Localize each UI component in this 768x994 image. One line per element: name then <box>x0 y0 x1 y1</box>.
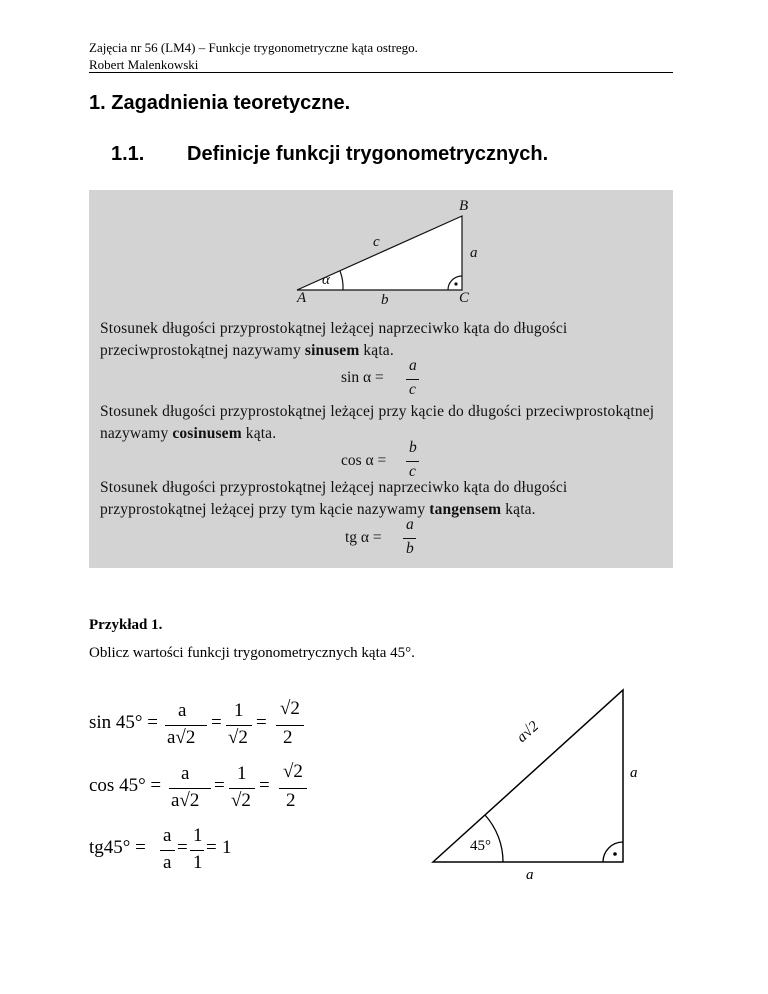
subsection-number: 1.1. <box>111 143 145 165</box>
vertex-a-label: A <box>297 290 307 306</box>
example-title: Przykład 1. <box>89 617 163 633</box>
tg45-frac1-num: a <box>163 825 172 846</box>
sin45-frac3-num: √2 <box>280 698 300 719</box>
sin45-frac2-num: 1 <box>234 700 244 721</box>
vertex-b-label: B <box>459 198 469 214</box>
sin-numerator: a <box>409 357 417 374</box>
sin-denominator: c <box>409 381 416 398</box>
cos45-eq2: = <box>259 775 270 796</box>
header-course-line: Zajęcia nr 56 (LM4) – Funkcje trygonometryczne kąta ostrego. <box>89 40 418 55</box>
cos-numerator: b <box>409 439 417 456</box>
right-angle-arc-45 <box>603 842 623 862</box>
cos45-frac3-num: √2 <box>283 761 303 782</box>
cosinus-term: cosinusem <box>172 425 242 442</box>
section-heading: 1. Zagadnienia teoretyczne. <box>89 92 351 114</box>
tg45-lhs: tg45° = <box>89 837 146 858</box>
cos45-frac1-num: a <box>181 763 190 784</box>
tangens-definition: Stosunek długości przyprostokątnej leżącej naprzeciwko kąta do długości przyprostokątnej leżącej przy tym kącie nazywamy tangensem kąta. <box>100 479 568 518</box>
hypotenuse-label: a√2 <box>514 718 542 746</box>
sin45-frac1-num: a <box>178 700 187 721</box>
tg-denominator: b <box>406 540 414 557</box>
cos45-frac1-den: a√2 <box>171 790 200 811</box>
tg45-eq1: = <box>177 837 188 858</box>
cos45-frac3-den: 2 <box>286 790 296 811</box>
tg45-frac2-num: 1 <box>193 825 203 846</box>
tg45-result: 1 <box>222 837 232 858</box>
side-c-label: c <box>373 234 380 250</box>
cos45-lhs: cos 45° = <box>89 775 162 796</box>
tg45-frac1-den: a <box>163 852 172 873</box>
sinus-definition: Stosunek długości przyprostokątnej leżącej naprzeciwko kąta do długości przeciwprostokątnej nazywamy sinusem kąta. <box>100 320 568 359</box>
cos-denominator: c <box>409 463 416 480</box>
vertical-side-label: a <box>630 765 638 781</box>
cos45-frac2-num: 1 <box>237 763 247 784</box>
cosinus-definition: Stosunek długości przyprostokątnej leżącej przy kącie do długości przeciwprostokątnej nazywamy cosinusem kąta. <box>100 403 655 442</box>
angle-45-label: 45° <box>470 838 491 854</box>
sin45-eq2: = <box>256 712 267 733</box>
sin45-lhs: sin 45° = <box>89 712 158 733</box>
header-author: Robert Malenkowski <box>89 57 199 72</box>
example-task: Oblicz wartości funkcji trygonometrycznych kąta 45°. <box>89 645 415 661</box>
tg-lhs: tg α = <box>345 529 382 546</box>
triangle-45 <box>433 690 623 862</box>
tg-numerator: a <box>406 516 414 533</box>
sin45-frac1-den: a√2 <box>167 727 196 748</box>
tg45-eq2: = <box>206 837 217 858</box>
alpha-label: α <box>322 272 330 288</box>
right-angle-dot-45 <box>613 852 617 856</box>
subsection-heading: Definicje funkcji trygonometrycznych. <box>187 143 549 165</box>
cos45-eq1: = <box>214 775 225 796</box>
side-b-label: b <box>381 292 389 308</box>
sinus-term: sinusem <box>304 342 360 359</box>
cos-lhs: cos α = <box>341 452 387 469</box>
cos45-frac2-den: √2 <box>231 790 251 811</box>
base-side-label: a <box>526 867 534 883</box>
tangens-term: tangensem <box>429 501 502 518</box>
vertex-c-label: C <box>459 290 470 306</box>
tg45-frac2-den: 1 <box>193 852 203 873</box>
sin-lhs: sin α = <box>341 369 384 386</box>
sin45-eq1: = <box>211 712 222 733</box>
sin45-frac3-den: 2 <box>283 727 293 748</box>
side-a-label: a <box>470 245 478 261</box>
sin45-frac2-den: √2 <box>228 727 248 748</box>
